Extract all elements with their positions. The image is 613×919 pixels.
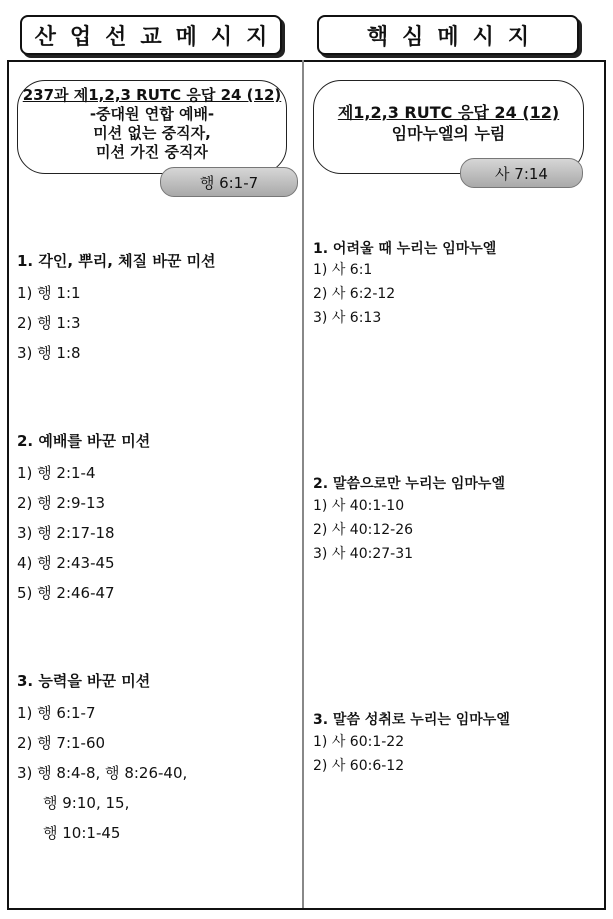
right-section-1-item-1: 1) 사 6:1 — [313, 262, 373, 278]
left-section-3-title: 3. 능력을 바꾼 미션 — [17, 672, 151, 690]
left-section-2-item-3: 3) 행 2:17-18 — [17, 524, 115, 542]
right-title-line-1: 제1,2,3 RUTC 응답 24 (12) — [337, 103, 560, 122]
right-section-3-item-1: 1) 사 60:1-22 — [313, 734, 405, 750]
left-section-3-item-1: 1) 행 6:1-7 — [17, 704, 96, 722]
left-reference-pill — [160, 167, 298, 197]
left-section-2-item-2: 2) 행 2:9-13 — [17, 494, 106, 512]
left-section-1-item-3: 3) 행 1:8 — [17, 344, 81, 362]
right-title-line-2: 임마누엘의 누림 — [391, 124, 506, 143]
right-section-3-item-2: 2) 사 60:6-12 — [313, 758, 405, 774]
left-section-3-item-3-cont-2: 행 10:1-45 — [43, 824, 121, 842]
left-section-2-item-1: 1) 행 2:1-4 — [17, 464, 96, 482]
left-title-line-4: 미션 가진 중직자 — [96, 143, 208, 161]
right-section-1-title: 1. 어려울 때 누리는 임마누엘 — [313, 241, 497, 257]
right-reference: 사 7:14 — [495, 164, 548, 183]
left-section-2-title: 2. 예배를 바꾼 미션 — [17, 432, 151, 450]
left-header-box — [20, 15, 282, 55]
left-section-1-item-1: 1) 행 1:1 — [17, 284, 81, 302]
column-divider — [302, 60, 304, 908]
right-section-2-item-2: 2) 사 40:12-26 — [313, 522, 414, 538]
right-section-2-item-1: 1) 사 40:1-10 — [313, 498, 405, 514]
right-header-box — [317, 15, 579, 55]
right-section-2-title: 2. 말씀으로만 누리는 임마누엘 — [313, 476, 505, 492]
left-section-1-title: 1. 각인, 뿌리, 체질 바꾼 미션 — [17, 252, 216, 270]
right-header-title: 핵심메시지 — [366, 24, 544, 50]
right-section-3-title: 3. 말씀 성취로 누리는 임마누엘 — [313, 712, 510, 728]
left-section-2-item-5: 5) 행 2:46-47 — [17, 584, 115, 602]
right-section-1-item-3: 3) 사 6:13 — [313, 310, 382, 326]
right-section-1-item-2: 2) 사 6:2-12 — [313, 286, 396, 302]
left-title-line-3: 미션 없는 중직자, — [93, 124, 211, 142]
right-reference-pill — [460, 158, 583, 188]
right-section-2-item-3: 3) 사 40:27-31 — [313, 546, 414, 562]
left-title-box — [17, 80, 287, 174]
left-section-3-item-3: 3) 행 8:4-8, 행 8:26-40, — [17, 764, 188, 782]
left-reference: 행 6:1-7 — [199, 173, 259, 192]
left-section-2-item-4: 4) 행 2:43-45 — [17, 554, 115, 572]
left-section-3-item-3-cont-1: 행 9:10, 15, — [43, 794, 130, 812]
left-header-title: 산업선교메시지 — [34, 24, 282, 50]
left-section-3-item-2: 2) 행 7:1-60 — [17, 734, 106, 752]
left-title-line-1: 237과 제1,2,3 RUTC 응답 24 (12) — [22, 86, 282, 104]
left-section-1-item-2: 2) 행 1:3 — [17, 314, 81, 332]
left-title-line-2: -중대원 연합 예배- — [89, 105, 215, 123]
